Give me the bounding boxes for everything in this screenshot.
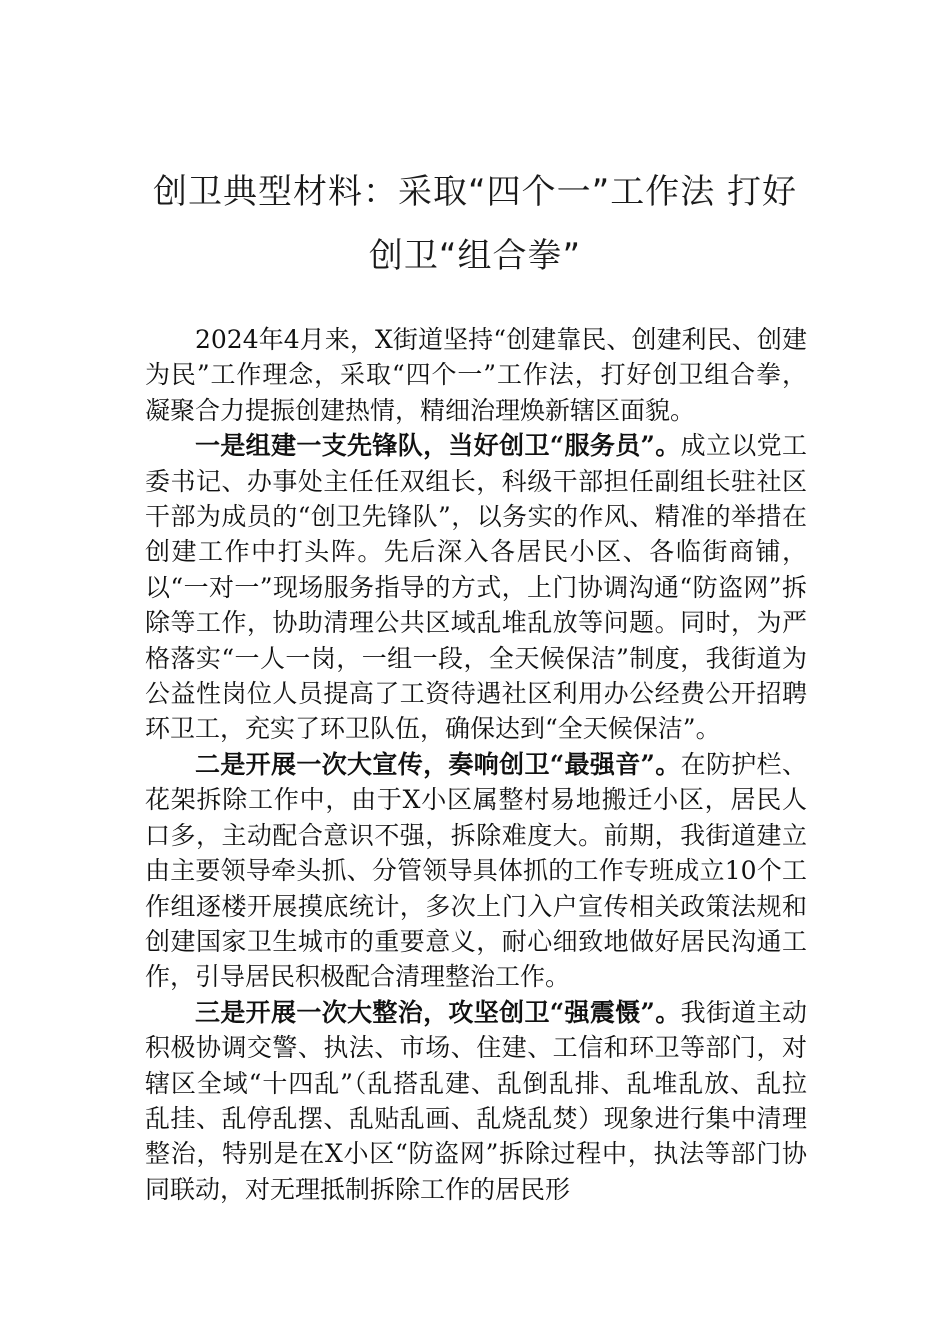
paragraph-text: 我街道主动积极协调交警、执法、市场、住建、工信和环卫等部门，对辖区全域“十四乱”（乱搭乱建、乱倒乱排、乱堆乱放、乱拉乱挂、乱停乱摆、乱贴乱画、乱烧乱焚）现象进行集中清理整治，特别是在X小区“防盗网”拆除过程中，执法等部门协同联动，对无理抵制拆除工作的居民形 <box>145 997 807 1204</box>
paragraph-lead: 三是开展一次大整治，攻坚创卫“强震慑”。 <box>195 997 681 1027</box>
paragraph-text: 2024年4月来，X街道坚持“创建靠民、创建利民、创建为民”工作理念，采取“四个一”工作法，打好创卫组合拳，凝聚合力提振创建热情，精细治理焕新辖区面貌。 <box>145 325 807 425</box>
paragraph-intro <box>145 322 807 428</box>
paragraph-lead: 二是开展一次大宣传，奏响创卫“最强音”。 <box>195 749 681 779</box>
paragraph-lead: 一是组建一支先锋队，当好创卫“服务员”。 <box>195 431 681 461</box>
document-body <box>145 322 807 1207</box>
paragraph-point-1 <box>145 428 807 747</box>
paragraph-text: 成立以党工委书记、办事处主任任双组长，科级干部担任副组长驻社区干部为成员的“创卫先锋队”，以务实的作风、精准的举措在创建工作中打头阵。先后深入各居民小区、各临街商铺，以“一对一”现场服务指导的方式，上门协调沟通“防盗网”拆除等工作，协助清理公共区域乱堆乱放等问题。同时，为严格落实“一人一岗，一组一段，全天候保洁”制度，我街道为公益性岗位人员提高了工资待遇社区利用办公经费公开招聘环卫工，充实了环卫队伍，确保达到“全天候保洁”。 <box>145 431 807 744</box>
document-title: 创卫典型材料：采取“四个一”工作法 打好创卫“组合拳” <box>152 172 798 276</box>
paragraph-text: 在防护栏、花架拆除工作中，由于X小区属整村易地搬迁小区，居民人口多，主动配合意识不强，拆除难度大。前期，我街道建立由主要领导牵头抓、分管领导具体抓的工作专班成立10个工作组逐楼开展摸底统计，多次上门入户宣传相关政策法规和创建国家卫生城市的重要意义，耐心细致地做好居民沟通工作，引导居民积极配合清理整治工作。 <box>145 749 807 992</box>
paragraph-point-2 <box>145 747 807 995</box>
paragraph-point-3 <box>145 995 807 1207</box>
